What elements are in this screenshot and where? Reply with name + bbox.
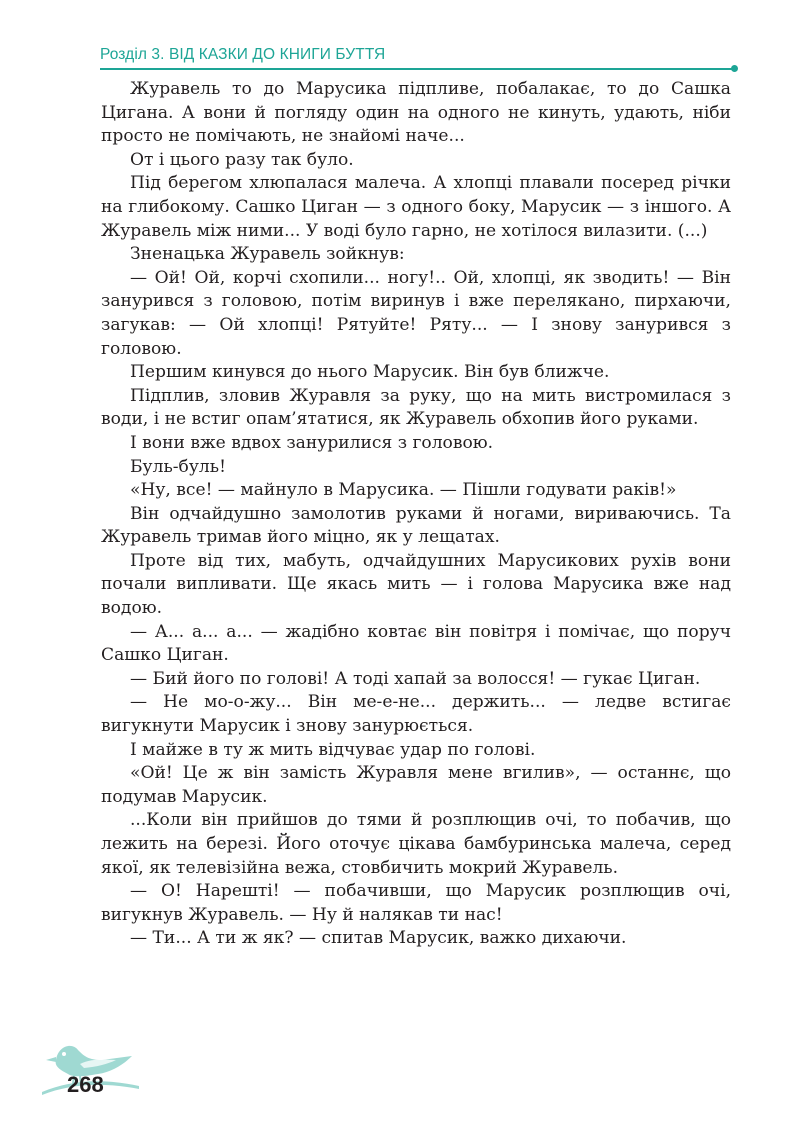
paragraph: Проте від тих, мабуть, одчайдушних Марусикових рухів вони почали випливати. Ще якась мить — і голова Марусика вже над водою. <box>101 550 731 619</box>
paragraph: Зненацька Журавель зойкнув: <box>130 244 405 265</box>
paragraph: «Ну, все! — майнуло в Марусика. — Пішли годувати раків!» <box>130 480 677 501</box>
paragraph: Першим кинувся до нього Марусик. Він був ближче. <box>130 362 610 383</box>
bird-beak <box>46 1057 56 1062</box>
paragraph: Журавель то до Марусика підпливе, побалакає, то до Сашка Цигана. А вони й погляду один на одного не кинуть, удають, ніби просто не помічають, не знайомі наче... <box>101 79 731 147</box>
paragraph: — Не мо-о-жу... Він ме-е-не... держить... — ледве встигає вигукнути Марусик і знову занурюється. <box>101 692 731 737</box>
paragraph: І вони вже вдвох занурилися з головою. <box>130 432 494 453</box>
header-rule-dot <box>731 65 738 72</box>
paragraph: Підплив, зловив Журавля за руку, що на мить вистромилася з води, і не встиг опам’ятатися, як Журавель обхопив його руками. <box>101 385 731 430</box>
paragraph: Він одчайдушно замолотив руками й ногами, вириваючись. Та Журавель тримав його міцно, як у лещатах. <box>101 503 731 548</box>
paragraph: — Ой! Ой, корчі схопили... ногу!.. Ой, хлопці, як зводить! — Він занурився з головою, потім виринув і вже перелякано, пирхаючи, загукав: — Ой хлопці! Рятуйте! Ряту... — І знову занурився з головою. <box>101 267 731 359</box>
page-number: 268 <box>67 1072 104 1097</box>
paragraph: ...Коли він прийшов до тями й розплющив очі, то побачив, що лежить на березі. Його оточує цікава бамбуринська малеча, серед якої, як телевізійна вежа, стовбичить мокрий Журавель. <box>101 810 731 878</box>
paragraph: Буль-буль! <box>130 456 226 477</box>
header-rule <box>100 68 734 70</box>
paragraph: — Бий його по голові! А тоді хапай за волосся! — гукає Циган. <box>130 668 701 689</box>
paragraph: І майже в ту ж мить відчуває удар по голові. <box>130 739 536 760</box>
paragraph: — Ти... А ти ж як? — спитав Марусик, важко дихаючи. <box>130 928 627 949</box>
paragraph: От і цього разу так було. <box>130 149 354 170</box>
story-text <box>101 78 731 951</box>
running-header <box>100 44 740 70</box>
paragraph: — О! Нарешті! — побачивши, що Марусик розплющив очі, вигукнув Журавель. — Ну й налякав ти нас! <box>101 881 731 925</box>
section-title: Розділ 3. ВІД КАЗКИ ДО КНИГИ БУТТЯ <box>100 46 386 63</box>
paragraph: «Ой! Це ж він замість Журавля мене вгилив», — останнє, що подумав Марусик. <box>101 763 731 807</box>
bird-eye <box>62 1052 66 1056</box>
paragraph: Під берегом хлюпалася малеча. А хлопці плавали посеред річки на глибокому. Сашко Циган — з одного боку, Марусик — з іншого. А Журавель між ними... У воді було гарно, не хотілося вилазити. (...) <box>101 173 731 241</box>
paragraph: — А... а... а... — жадібно ковтає він повітря і помічає, що поруч Сашко Циган. <box>101 621 731 666</box>
